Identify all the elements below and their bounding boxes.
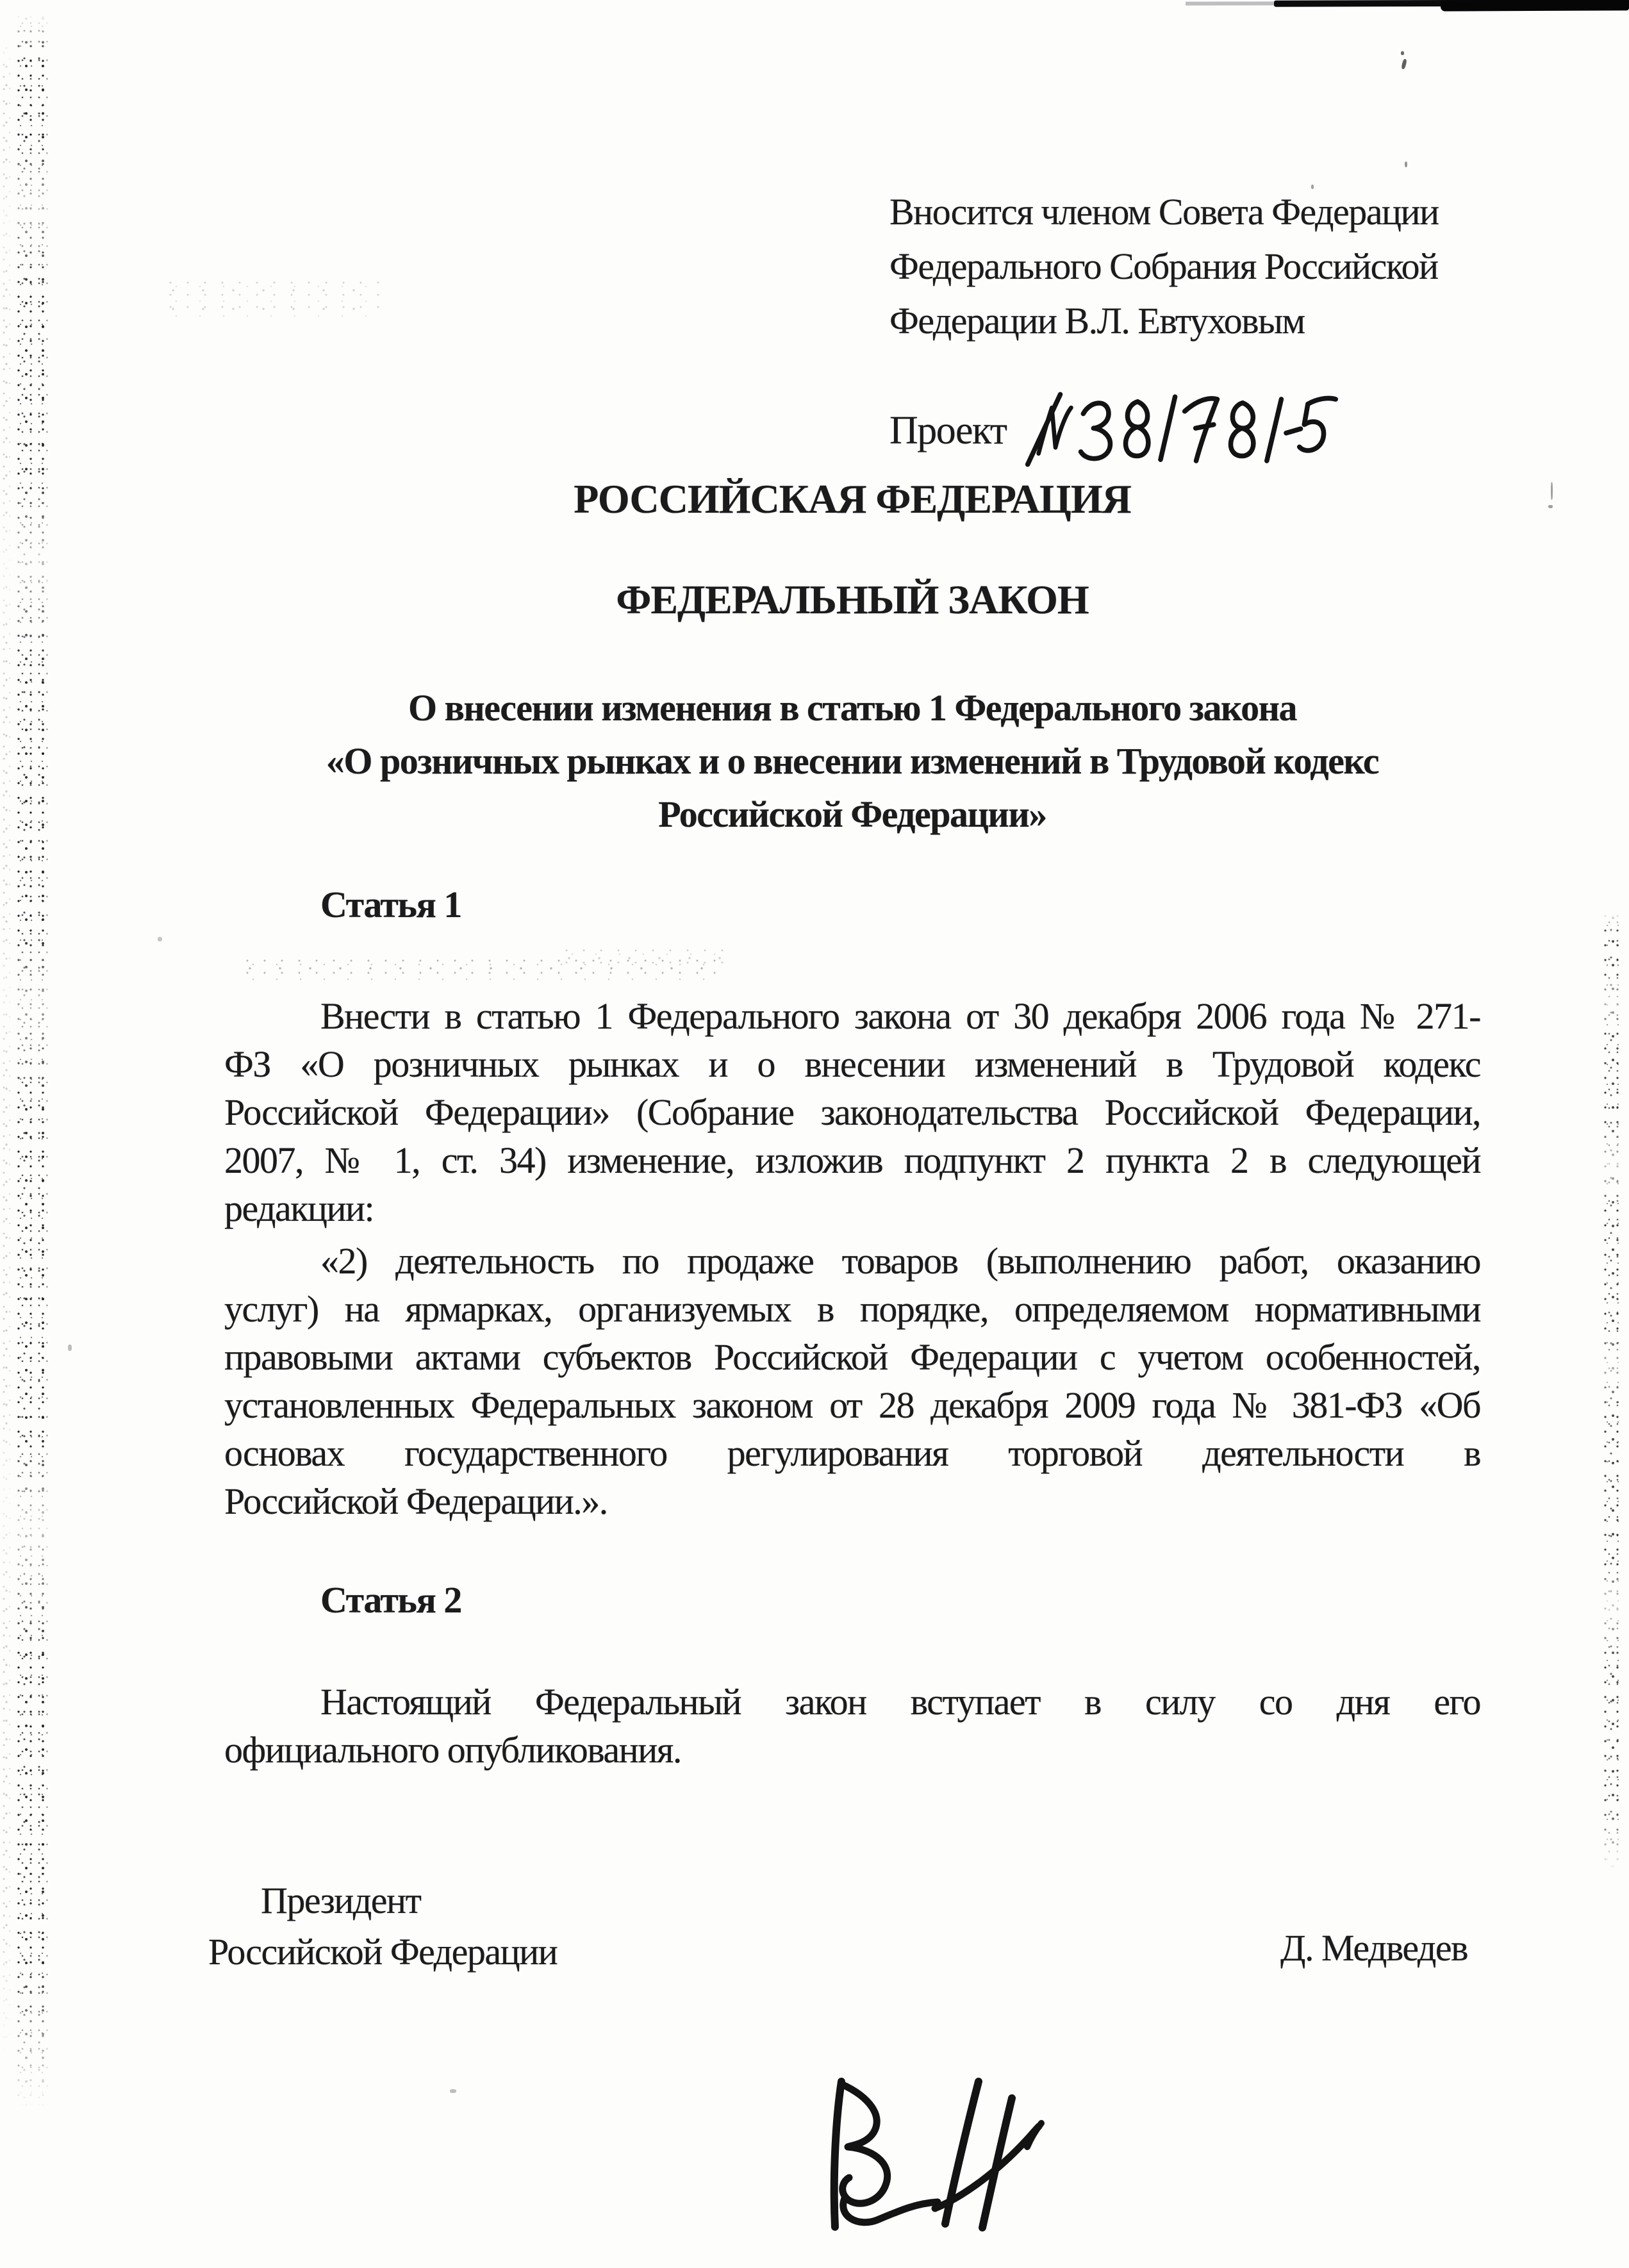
intro-note-line: Федерального Собрания Российской xyxy=(889,245,1438,287)
article-1-line: Российской Федерации» (Собрание законодательства Российской Федерации, xyxy=(224,1091,1480,1133)
scan-speck xyxy=(450,2089,456,2093)
article-1-quote-paragraph xyxy=(224,1237,1480,1525)
intro-note xyxy=(889,185,1479,348)
handwritten-project-number xyxy=(1024,382,1338,478)
law-title xyxy=(224,681,1480,841)
signoff-title-line: Президент xyxy=(261,1880,421,1921)
article-2-heading: Статья 2 xyxy=(320,1579,461,1621)
article-1-line: редакции: xyxy=(224,1188,374,1229)
project-label: Проект xyxy=(889,409,1007,452)
article-1-quote-line: Российской Федерации.». xyxy=(224,1480,608,1522)
article-1-quote-line: «2) деятельность по продаже товаров (выполнению работ, оказанию xyxy=(320,1240,1480,1282)
signoff-title-line: Российской Федерации xyxy=(208,1931,558,1973)
law-title-line: О внесении изменения в статью 1 Федерального закона xyxy=(408,687,1297,729)
scan-speck xyxy=(1401,59,1407,70)
pencil-trace-row xyxy=(168,281,379,318)
article-1-line: Внести в статью 1 Федерального закона от 30 декабря 2006 года № 271- xyxy=(320,995,1480,1037)
article-1-quote-line: услуг) на ярмарках, организуемых в порядке, определяемом нормативными xyxy=(224,1288,1480,1330)
scan-speck xyxy=(1551,482,1553,500)
law-title-line: «О розничных рынках и о внесении изменений в Трудовой кодекс xyxy=(326,740,1379,782)
scan-top-edge-band xyxy=(1441,0,1629,12)
signoff-name: Д. Медведев xyxy=(1280,1927,1468,1969)
doc-type-heading: ФЕДЕРАЛЬНЫЙ ЗАКОН xyxy=(616,577,1089,622)
article-2-line: Настоящий Федеральный закон вступает в силу со дня его xyxy=(320,1681,1480,1723)
article-2-paragraph xyxy=(224,1678,1480,1774)
scan-speck xyxy=(68,1345,72,1351)
article-1-quote-line: основах государственного регулирования торговой деятельности в xyxy=(224,1432,1480,1474)
signoff-title xyxy=(208,1875,785,1978)
scan-left-noise-strip xyxy=(1,38,18,2057)
article-2-line: официального опубликования. xyxy=(224,1729,681,1771)
country-heading: РОССИЙСКАЯ ФЕДЕРАЦИЯ xyxy=(574,476,1131,522)
scan-right-noise-strip xyxy=(1603,913,1624,1871)
scan-speck xyxy=(1548,505,1553,508)
article-1-quote-line: правовыми актами субъектов Российской Федерации с учетом особенностей, xyxy=(224,1336,1480,1378)
article-1-heading: Статья 1 xyxy=(320,884,461,925)
handwritten-signature xyxy=(785,2070,1054,2243)
law-title-line: Российской Федерации» xyxy=(658,793,1046,835)
scan-speck xyxy=(158,937,162,941)
scan-speck xyxy=(1401,51,1404,55)
intro-note-line: Федерации В.Л. Евтуховым xyxy=(889,300,1305,342)
scan-left-noise-strip xyxy=(17,14,47,2110)
article-1-line: ФЗ «О розничных рынках и о внесении изменений в Трудовой кодекс xyxy=(224,1043,1480,1085)
article-1-paragraph xyxy=(224,992,1480,1232)
intro-note-line: Вносится членом Совета Федерации xyxy=(889,191,1439,233)
article-1-quote-line: установленных Федеральных законом от 28 декабря 2009 года № 381-ФЗ «Об xyxy=(224,1384,1480,1426)
pencil-trace-smudge xyxy=(564,948,731,965)
scan-speck xyxy=(1405,161,1407,167)
article-1-line: 2007, № 1, ст. 34) изменение, изложив подпункт 2 пункта 2 в следующей xyxy=(224,1139,1480,1181)
